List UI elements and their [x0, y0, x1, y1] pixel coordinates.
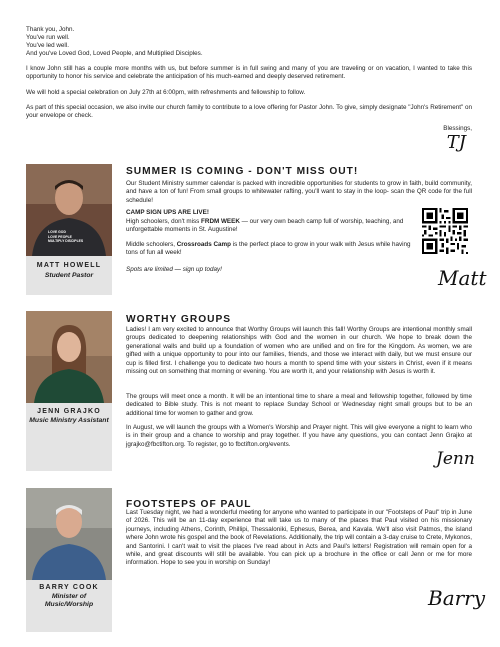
middle-text-b: is the perfect place to grow in your walk with Jesus while having tons of fun all week!	[126, 241, 411, 257]
schedule-qr-code[interactable]	[422, 208, 468, 254]
middle-text-a: Middle schoolers,	[126, 241, 177, 248]
shirt-line-2: LOVE PEOPLE	[48, 234, 72, 239]
staff-photo-matt	[26, 164, 112, 256]
closing-blessing: Blessings,	[443, 125, 472, 132]
crossroads-bold: Crossroads Camp	[176, 241, 231, 248]
intro-paragraph-2: We will hold a special celebration on July 27th at 6:00pm, with refreshments and fellowship to follow.	[26, 89, 306, 96]
staff-role-matt: Student Pastor	[44, 272, 94, 279]
section-title-summer: SUMMER IS COMING - DON'T MISS OUT!	[126, 166, 359, 177]
intro-line-2: You've run well.	[26, 34, 70, 41]
shirt-line-3: MULTIPLY DISCIPLES	[48, 239, 84, 244]
summer-paragraph-1: Our Student Ministry summer calendar is packed with incredible opportunities for students to grow in faith, build community, and have a ton of fun! From small groups to whitewater rafting, you'll want to stay in the loop- scan the QR code for the full schedule!	[126, 180, 472, 204]
spots-limited-note: Spots are limited — sign up today!	[126, 266, 222, 273]
camp-text-b: — our very own beach camp full of worship, teaching, and unforgettable moments in St. Augustine!	[126, 218, 404, 234]
staff-role-barry: Minister of Music/Worship	[44, 593, 94, 609]
signature-jenn: Jenn	[436, 449, 475, 469]
staff-photo-barry	[26, 488, 112, 580]
middle-school-text	[126, 241, 412, 258]
staff-card-matt	[26, 164, 112, 295]
intro-paragraph-1: I know John still has a couple more months with us, but before summer is in full swing and many of you are traveling or on vacation, I wanted to take this opportunity to honor his service and celebrate the anticipation of his much-earned and deeply deserved retirement.	[26, 65, 472, 81]
staff-photo-jenn	[26, 311, 112, 403]
staff-card-jenn	[26, 311, 112, 471]
camp-heading: CAMP SIGN UPS ARE LIVE!	[126, 209, 209, 216]
camp-text-a: High schoolers, don't miss	[126, 218, 202, 225]
camp-frdm-text	[126, 218, 412, 235]
staff-name-matt: MATT HOWELL	[36, 262, 102, 269]
signature-tj: TJ	[446, 132, 466, 153]
intro-line-1: Thank you, John.	[26, 26, 75, 33]
section-title-worthy: WORTHY GROUPS	[126, 314, 232, 325]
worthy-paragraph-1: Ladies! I am very excited to announce that Worthy Groups will launch this fall! Worthy Groups are intentional monthly small groups dedicated to deepening relationships with God and the women in our church. We hope to break down the generational walls and build up a foundation of women who are unified and on fire for the Kingdom. As women, we are gifted with a unique opportunity to pour into our families, friends, and those we interact with daily, but we must ensure our cup is filled first. I challenge you to dedicate two hours a month to spend time with your sisters in Christ, even if it means missing out on something that morning or evening. You are worth it, and your relationship with Jesus is worth it.	[126, 326, 472, 376]
intro-line-4: And you've Loved God, Loved People, and Multiplied Disciples.	[26, 50, 203, 57]
staff-name-barry: BARRY COOK	[39, 584, 99, 591]
section-title-paul: FOOTSTEPS OF PAUL	[126, 499, 252, 510]
staff-role-jenn: Music Ministry Assistant	[29, 417, 109, 424]
worthy-paragraph-3: In August, we will launch the groups with a Women's Worship and Prayer night. This will give everyone a night to learn who is in their group and a chance to worship and pray together. If you have any questions, you can contact Jenn Grajko at jgrajko@fbctifton.org. To register, go to fbctifton.org/events.	[126, 424, 472, 448]
staff-name-jenn: JENN GRAJKO	[37, 408, 101, 415]
frdm-week-bold: FRDM WEEK	[201, 218, 240, 225]
intro-paragraph-3: As part of this special occasion, we also invite our church family to contribute to a love offering for Pastor John. To give, simply designate "John's Retirement" on your envelope or check.	[26, 104, 472, 120]
signature-barry: Barry	[428, 586, 486, 610]
intro-line-3: You've led well.	[26, 42, 69, 49]
worthy-paragraph-2: The groups will meet once a month. It will be an intentional time to share a meal and fellowship together, followed by time dedicated to Bible study. This is not meant to replace Sunday School or Wednesday night small groups but to be an additional time for women to gather and grow.	[126, 393, 472, 417]
paul-paragraph-1: Last Tuesday night, we had a wonderful meeting for anyone who wanted to participate in our "Footsteps of Paul" trip in June of 2026. This will be an 11-day experience that will take us to many of the places that Paul visited on his missionary journeys, including Athens, Corinth, Phillipi, Thessaloniki, Ephesus, Berea, and Kavala. We'll also visit Patmos, the island where John wrote his gospel and the book of Revelations. Additionally, the trip will contain a 3-day cruise to Crete, Mykonos, and Santorini. I can't wait to visit the places I've read about in Acts and Paul's letters! Registration will remain open for a while, and great discounts will still be available. You can pick up a brochure in the office or call Jenn or me for more information. Hope to see you in worship on Sunday!	[126, 509, 472, 567]
shirt-line-1: LOVE GOD	[48, 230, 66, 234]
shirt-text	[48, 230, 88, 244]
staff-card-barry	[26, 488, 112, 632]
signature-matt: Matt	[438, 266, 487, 290]
